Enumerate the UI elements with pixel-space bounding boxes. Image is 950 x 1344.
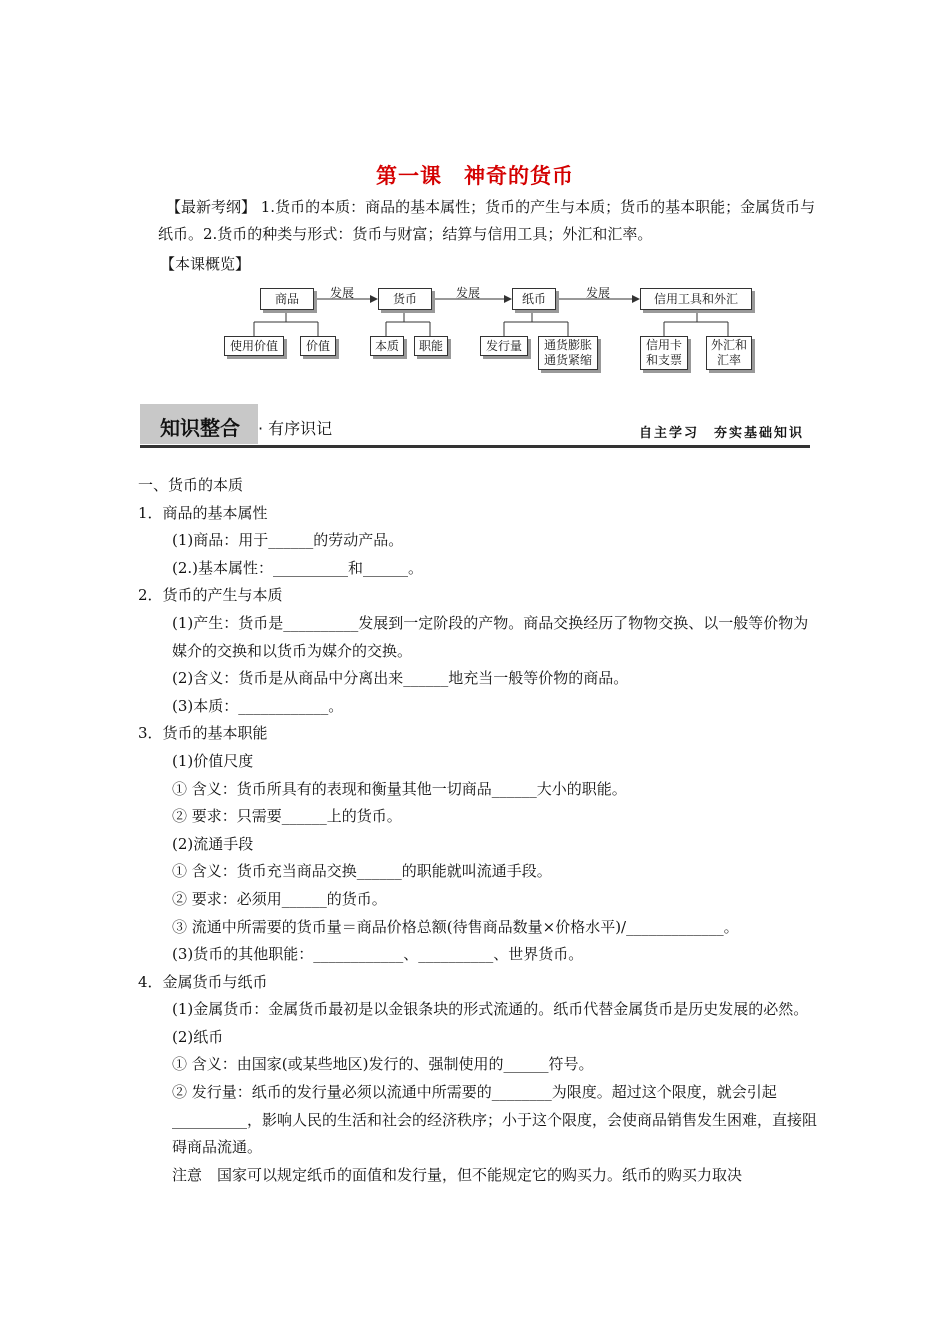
line-item: (2.)基本属性：__________和______。 <box>172 558 424 577</box>
content-body <box>138 472 818 1189</box>
line-item: (1)产生：货币是__________发展到一定阶段的产物。商品交换经历了物物交换、以一般等价物为媒介的交换和以货币为媒介的交换。 <box>172 613 809 660</box>
section-header <box>140 404 810 448</box>
section-rule <box>140 445 810 448</box>
section-title: 知识整合 <box>160 416 240 440</box>
subheading-2: 2．货币的产生与本质 <box>138 586 283 605</box>
exam-outline: 【最新考纲】 1.货币的本质：商品的基本属性；货币的产生与本质；货币的基本职能；金属货币与纸币。2.货币的种类与形式：货币与财富；结算与信用工具；外汇和汇率。 <box>158 198 816 243</box>
line-item: (1)商品：用于______的劳动产品。 <box>172 531 404 550</box>
node-tongzhang-tongsuo: 通货膨胀 通货紧缩 <box>538 336 598 370</box>
line-item: (2)含义：货币是从商品中分离出来______地充当一般等价物的商品。 <box>172 669 629 688</box>
node-shiyong-jiazhi: 使用价值 <box>224 336 284 356</box>
node-jiazhi: 价值 <box>300 336 336 356</box>
flowchart-connectors <box>0 0 950 380</box>
arrow-label-1: 发展 <box>330 286 355 300</box>
subheading-3: 3．货币的基本职能 <box>138 724 268 743</box>
line-item: ① 含义：货币所具有的表现和衡量其他一切商品______大小的职能。 <box>172 779 627 798</box>
concept-flowchart <box>0 0 950 380</box>
heading-1: 一、货币的本质 <box>138 476 244 494</box>
line-item: ① 含义：由国家(或某些地区)发行的、强制使用的______符号。 <box>172 1055 594 1074</box>
line-item: (2)纸币 <box>172 1027 224 1046</box>
section-right-label: 自主学习 夯实基础知识 <box>638 426 804 441</box>
node-zhibi: 纸币 <box>512 288 556 310</box>
node-xinyongka-zhipiao: 信用卡 和支票 <box>640 336 688 370</box>
line-item: ③ 流通中所需要的货币量＝商品价格总额(待售商品数量×价格水平)/_____________。 <box>172 917 739 936</box>
line-item: (1)价值尺度 <box>172 751 254 770</box>
node-waihui-huilv: 外汇和 汇率 <box>706 336 752 370</box>
line-item: (3)本质：____________。 <box>172 696 344 715</box>
line-item: (3)货币的其他职能：____________、__________、世界货币。 <box>172 945 584 964</box>
node-huobi: 货币 <box>378 288 432 310</box>
overview-heading: 【本课概览】 <box>160 255 251 273</box>
line-item: ② 要求：必须用______的货币。 <box>172 889 387 908</box>
node-zhineng: 职能 <box>414 336 448 356</box>
section-subtitle: · 有序识记 <box>258 419 333 438</box>
line-item: (1)金属货币：金属货币最初是以金银条块的形式流通的。纸币代替金属货币是历史发展的必然。 <box>172 1000 809 1019</box>
node-shangpin: 商品 <box>260 288 314 310</box>
line-item: ② 要求：只需要______上的货币。 <box>172 807 402 826</box>
node-faxingliang: 发行量 <box>480 336 528 356</box>
subheading-1: 1．商品的基本属性 <box>138 503 268 522</box>
note-line: 注意 国家可以规定纸币的面值和发行量，但不能规定它的购买力。纸币的购买力取决 <box>172 1165 743 1184</box>
line-item: ① 含义：货币充当商品交换______的职能就叫流通手段。 <box>172 862 552 881</box>
subheading-4: 4．金属货币与纸币 <box>138 972 268 991</box>
arrow-label-2: 发展 <box>456 286 481 300</box>
node-benzhi: 本质 <box>370 336 404 356</box>
arrow-label-3: 发展 <box>586 286 611 300</box>
line-item: (2)流通手段 <box>172 834 254 853</box>
line-item: ② 发行量：纸币的发行量必须以流通中所需要的________为限度。超过这个限度，就会引起__________，影响人民的生活和社会的经济秩序；小于这个限度，会使商品销售发生困难，直接阻碍商品流通。 <box>172 1083 818 1157</box>
node-xinyong-waihui: 信用工具和外汇 <box>640 288 752 310</box>
lesson-title: 第一课 神奇的货币 <box>376 163 574 188</box>
